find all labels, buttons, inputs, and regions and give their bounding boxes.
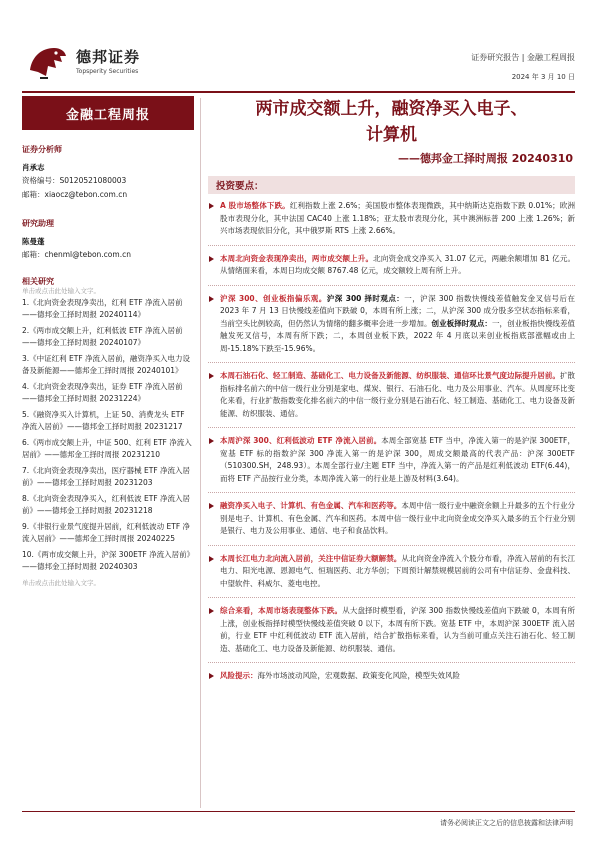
brand-name-en: Topsperity Securities	[76, 68, 139, 75]
triangle-bullet-icon	[209, 438, 214, 444]
point-body: 一，沪深 300 指数快慢线差值触发金叉信号后在 2023 年 7 月 13 日快慢线差值向下跌破 0，本周有所上涨；二，从沪深 300 成分股多空状态指标来看，当前空头比例较高，但仍然认为情绪的翻多概率会进一步增加。	[220, 293, 575, 328]
point-lead: 本周长江电力北向流入居前，关注中信证券大额解禁。	[220, 553, 402, 563]
key-point	[208, 293, 575, 364]
analyst-certificate: 资格编号：S0120521080003	[22, 176, 127, 185]
triangle-bullet-icon	[209, 296, 214, 302]
point-body: 红利指数上涨 2.6%；美国股市整体表现微跌，其中纳斯达克指数下跌 0.01%；欧洲股市表现分化，其中法国 CAC40 上涨 1.18%；亚太股市表现分化，其中澳洲标普 200 上涨 1.26%；新兴市场表现依旧分化，其中俄罗斯 RTS 上涨 2.66%。	[220, 201, 575, 235]
point-lead: 沪深 300、创业板指偏乐观。	[220, 293, 327, 303]
triangle-bullet-icon	[209, 373, 214, 379]
key-point	[208, 200, 575, 246]
report-header	[22, 38, 575, 94]
point-lead: 本周石油石化、轻工制造、基础化工、电力设备及新能源、纺织服装、通信环比景气度边际提升居前。	[220, 371, 560, 380]
point-lead: 综合来看，本周市场表现整体下跌。	[220, 606, 343, 615]
point-body: 本周中信一级行业中融资余额上升最多的五个行业分别是电子、计算机、有色金属、汽车和医药。本周中信一级行业中北向资金成交净买入最多的五个行业分别是银行、电力及公用事业、通信、电子和食品饮料。	[220, 501, 576, 535]
related-item[interactable]: 6.《两市成交额上升，中证 500、红利 ETF 净流入居前》——德邦金工择时周报 20231210	[22, 438, 192, 459]
point-body: 本周全部宽基 ETF 当中，净流入第一的是沪深 300ETF，宽基 ETF 标的指数沪深 300 净流入第一的是沪深 300，周成交额最高的代表产品：沪深 300ETF（510300.SH，248.93）。本周全部行业/主题 ETF 当中，净流入第一的产品是红利低波动 ETF(6.44)，而将 ETF 产品按行业分类，本周净流入第一的行业是上游及材料(3.64)。	[220, 436, 575, 483]
brand-logo	[26, 42, 176, 86]
header-divider	[22, 91, 575, 93]
related-item[interactable]: 1.《北向资金表现净卖出，红利 ETF 净流入居前——德邦金工择时周报 20240114》	[22, 298, 183, 319]
placeholder-hint-bottom[interactable]: 单击或点击此处输入文字。	[22, 579, 100, 587]
point-body: 海外市场波动风险，宏观数据、政策变化风险，模型失效风险	[257, 671, 460, 680]
related-item[interactable]: 8.《北向资金表现净买入，红利低波 ETF 净流入居前》——德邦金工择时周报 20231218	[22, 494, 191, 515]
brand-name-cn: 德邦证券	[76, 48, 141, 66]
assistant-section-label: 研究助理	[22, 219, 54, 228]
triangle-bullet-icon	[209, 203, 214, 209]
point-subhead: 创业板择时观点：	[431, 318, 492, 328]
report-title-line1: 两市成交额上升，融资净买入电子、	[255, 99, 528, 119]
column-divider	[200, 98, 201, 808]
analyst-name: 肖承志	[22, 163, 45, 172]
key-point	[208, 370, 575, 428]
related-research-list	[22, 297, 194, 593]
related-item[interactable]: 9.《非银行业景气度提升居前，红利低波动 ETF 净流入居前》——德邦金工择时周报 20240225	[22, 522, 191, 543]
related-item[interactable]: 3.《中证红利 ETF 净流入居前，融资净买入电力设备及新能源——德邦金工择时周报 20240101》	[22, 354, 191, 375]
report-date: 2024 年 3 月 10 日	[511, 73, 575, 81]
tebon-logo-icon	[26, 42, 70, 82]
point-body: 从大盘择时模型看，沪深 300 指数快慢线差值向下跌破 0，本周有所上涨，创业板指择时模型快慢线差值突破 0 以下，本周有所下跌。宽基 ETF 中，本周沪深 300ETF 流入居前，行业 ETF 中红利低波动 ETF 流入居前，结合扩散指标来看，认为当前可重点关注石油石化、轻工制造、基础化工、电力设备及新能源、纺织服装、通信。	[220, 606, 576, 653]
report-title-line2: 计算机	[366, 125, 417, 145]
triangle-bullet-icon	[209, 556, 214, 562]
key-point	[208, 553, 575, 599]
key-point	[208, 500, 575, 546]
point-lead: 本周沪深 300、红利低波动 ETF 净流入居前。	[220, 436, 382, 445]
key-point	[208, 435, 575, 493]
key-points-label: 投资要点：	[216, 181, 264, 192]
point-body: 扩散指标排名前六的中信一级行业分别是家电、煤炭、银行、石油石化、电力及公用事业、汽车。从周度环比变化来看，行业扩散指数变化排名前六的中信一级行业分别是石油石化、轻工制造、基础化工、电力设备及新能源、纺织服装、通信。	[220, 371, 576, 418]
key-point	[208, 253, 575, 286]
assistant-email[interactable]: 邮箱：chenml@tebon.com.cn	[22, 250, 131, 259]
related-item[interactable]: 4.《北向资金表现净卖出，证券 ETF 净流入居前——德邦金工择时周报 20231224》	[22, 382, 183, 403]
main-column	[208, 96, 575, 697]
related-item[interactable]: 2.《两市成交额上升，红利低波 ETF 净流入居前——德邦金工择时周报 20240107》	[22, 326, 183, 347]
assistant-name: 陈曼蓬	[22, 237, 45, 246]
point-body: 一，创业板指快慢线差值触发死叉信号，本周有所下跌；二，本周创业板下跌，2022 年 4 月底以来创业板指底部涨幅或由上周-15.18%下跌至-15.96%。	[220, 318, 576, 353]
footer-disclaimer: 请务必阅读正文之后的信息披露和法律声明	[440, 819, 573, 827]
point-body: 北向资金成交净买入 31.07 亿元，两融余额增加 81 亿元。从情绪面来看，本周日均成交额 8767.48 亿元，成交额较上周有所上升。	[220, 253, 575, 275]
placeholder-hint-top[interactable]: 单击或点击此处输入文字。	[22, 287, 100, 295]
report-subtitle: ——德邦金工择时周报 20240310	[397, 152, 573, 165]
point-lead: 本周北向资金表现净卖出，两市成交额上升。	[220, 253, 374, 263]
point-lead: A 股市场整体下跌。	[220, 201, 290, 210]
point-lead: 风险提示：	[220, 671, 258, 680]
triangle-bullet-icon	[209, 608, 214, 614]
related-item[interactable]: 7.《北向资金表现净卖出，医疗器械 ETF 净流入居前》——德邦金工择时周报 20231203	[22, 466, 191, 487]
analyst-section-label: 证券分析师	[22, 145, 62, 154]
key-points-list	[208, 200, 575, 690]
related-item[interactable]: 5.《融资净买入计算机，上证 50、消费龙头 ETF 净流入居前》——德邦金工择时周报 20231217	[22, 410, 185, 431]
point-body: 从北向资金净流入个股分布看，净流入居前的有长江电力、阳光电源、恩源电气、恒瑞医药、北方华创；下周预计解禁规模居前的公司有中信证券、金盘科技、中望软件、科威尔、菱电电控。	[220, 553, 576, 588]
document-type: 证券研究报告 | 金融工程周报	[471, 53, 575, 62]
triangle-bullet-icon	[209, 673, 214, 679]
related-item[interactable]: 10.《两市成交额上升，沪深 300ETF 净流入居前》——德邦金工择时周报 20240303	[22, 550, 191, 571]
key-point	[208, 605, 575, 663]
key-point-risk	[208, 670, 575, 690]
column-title: 金融工程周报	[22, 96, 194, 130]
triangle-bullet-icon	[209, 256, 214, 262]
point-subhead: 沪深 300 择时观点：	[326, 293, 405, 303]
sidebar-column	[22, 96, 194, 826]
key-points-header	[208, 176, 575, 194]
related-section-label: 相关研究	[22, 277, 54, 286]
analyst-email[interactable]: 邮箱：xiaocz@tebon.com.cn	[22, 190, 128, 199]
footer-divider	[22, 811, 575, 812]
point-lead: 融资净买入电子、计算机、有色金属、汽车和医药等。	[220, 501, 402, 510]
triangle-bullet-icon	[209, 503, 214, 509]
report-title	[208, 96, 575, 148]
